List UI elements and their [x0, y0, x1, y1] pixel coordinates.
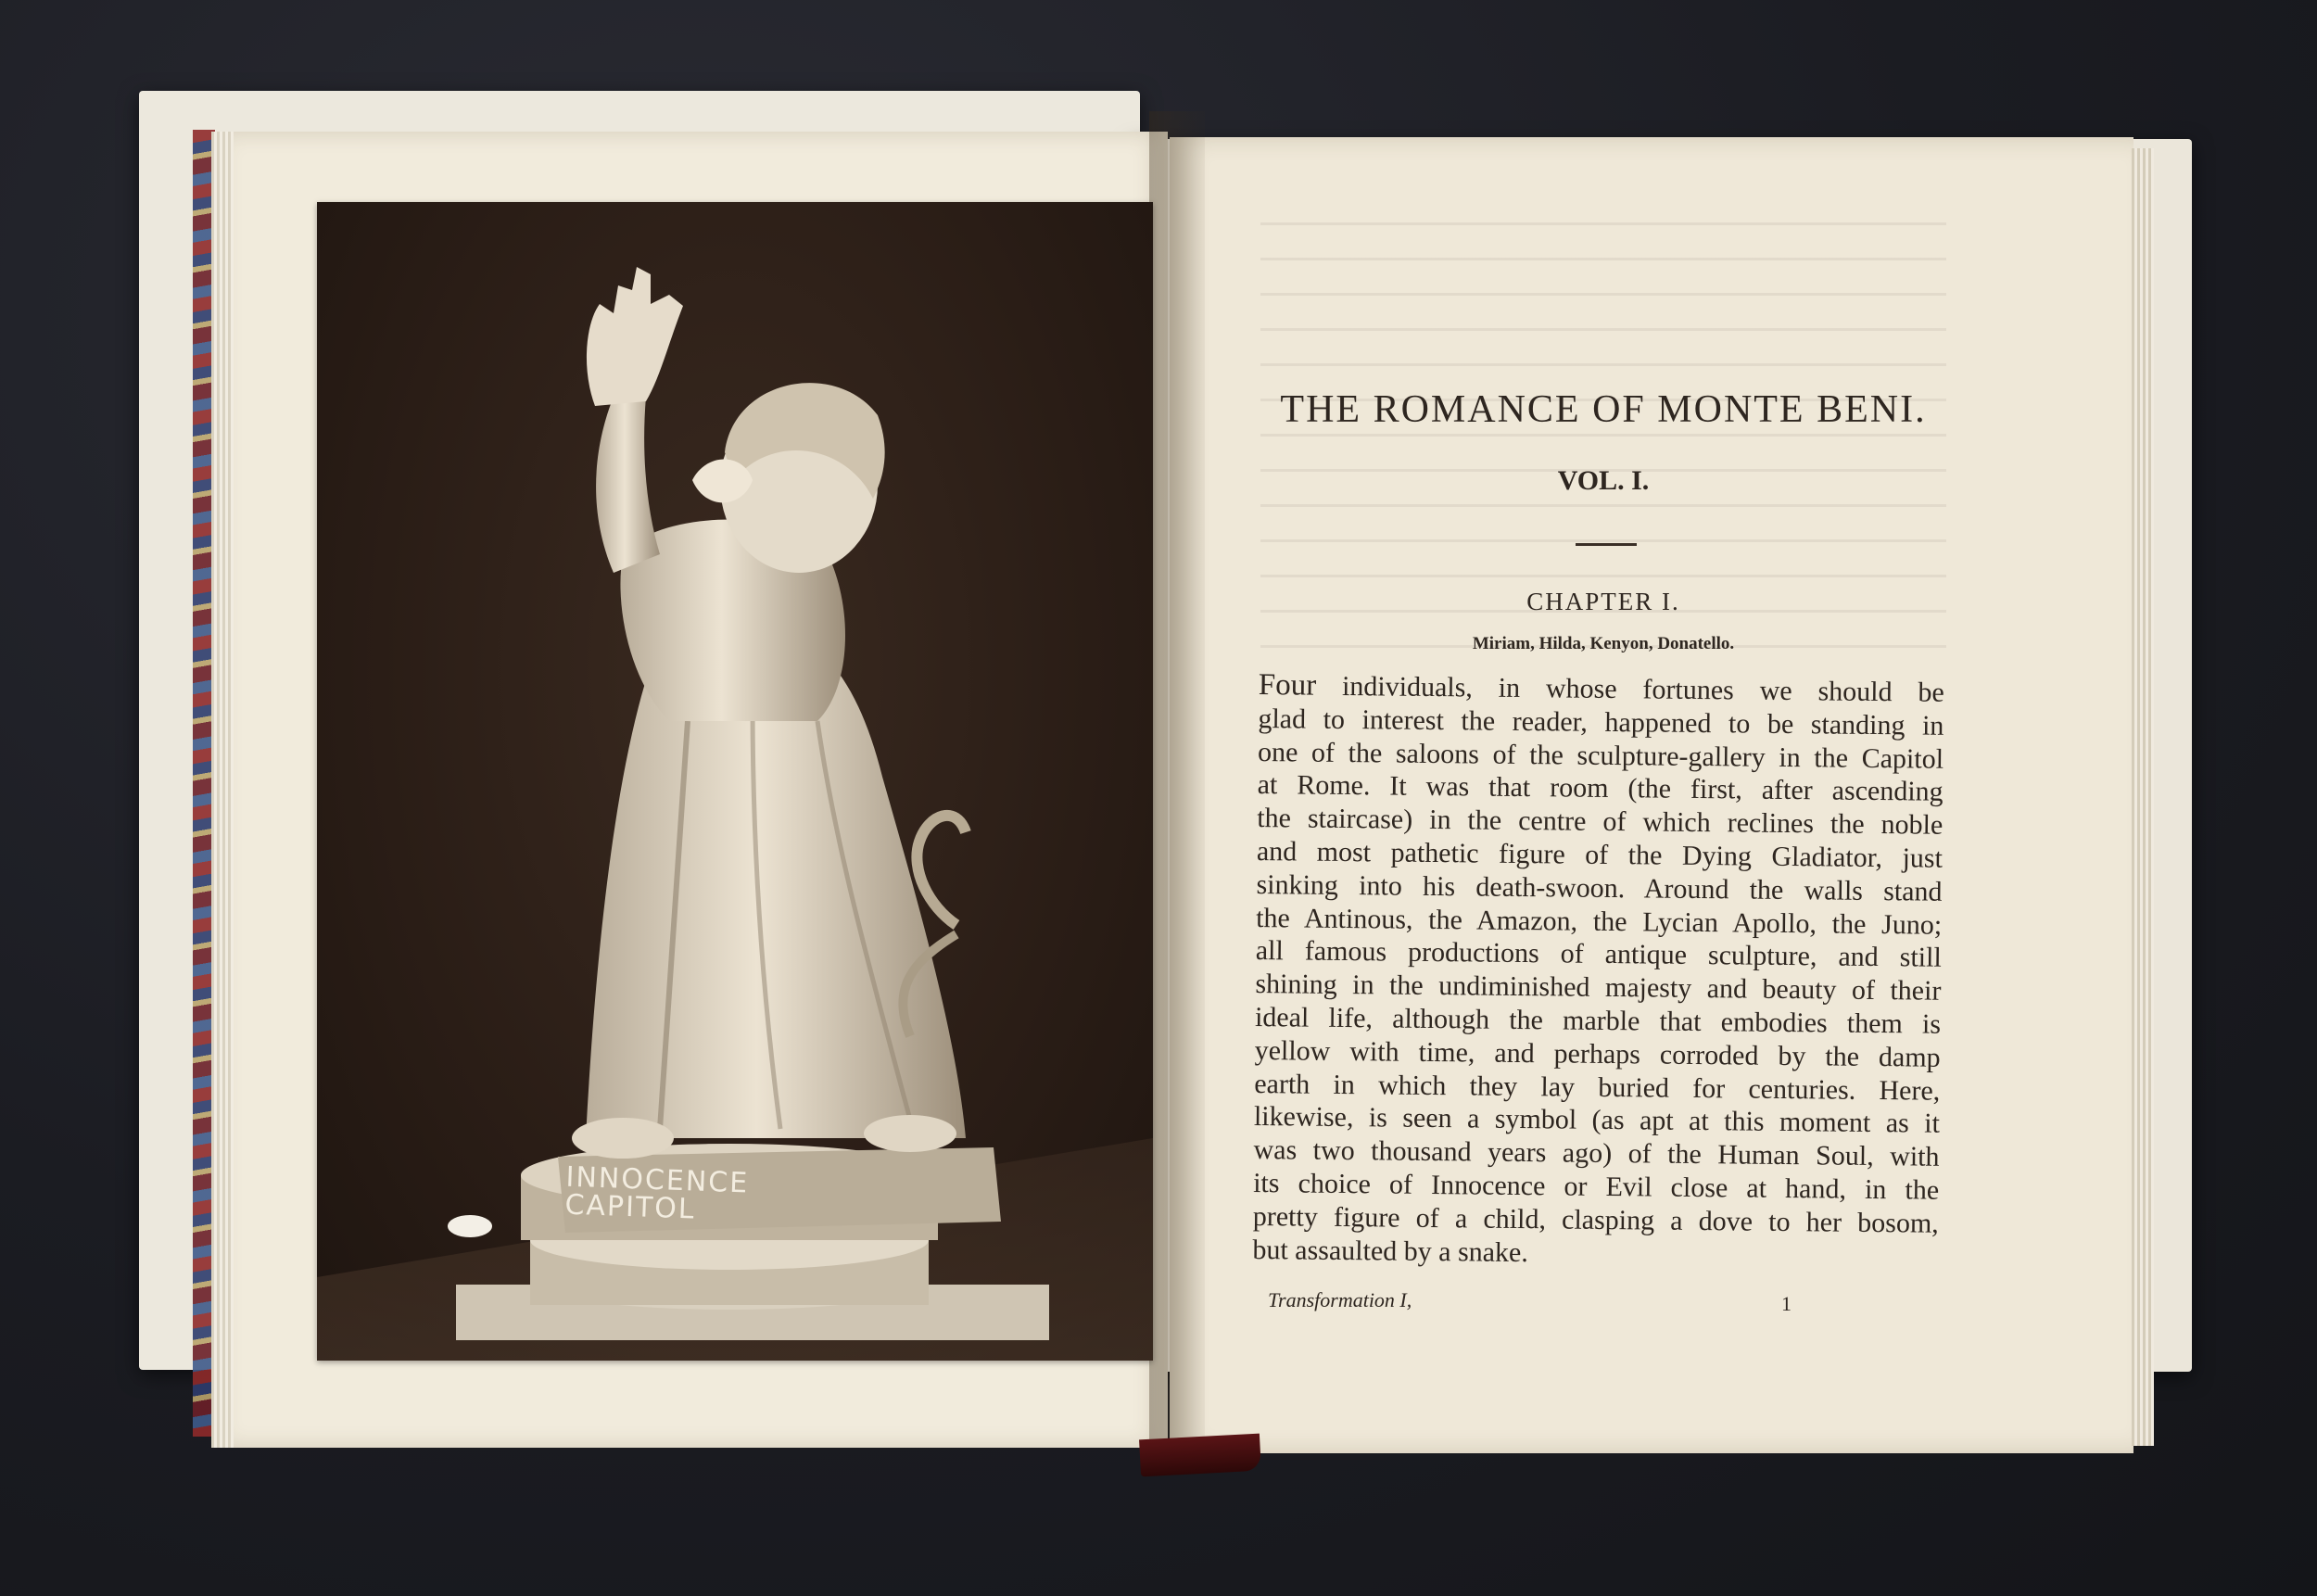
body-line: yellow with time, and perhaps corroded by the damp [1254, 1034, 1941, 1073]
body-line: all famous productions of antique sculpture, and still [1255, 935, 1942, 974]
body-line: but assaulted by a snake. [1252, 1234, 1529, 1268]
chapter-heading: CHAPTER I. [1526, 588, 1680, 615]
plinth-inscription [563, 1160, 798, 1228]
body-line: the Antinous, the Amazon, the Lycian Apollo, the Juno; [1256, 902, 1943, 941]
body-line-text: individuals, in whose fortunes we should be [1315, 670, 1944, 708]
title-rule [1576, 543, 1637, 546]
body-line: shining in the undiminished majesty and beauty of their [1255, 969, 1942, 1007]
body-line: one of the saloons of the sculpture-gallery in the Capitol [1257, 736, 1944, 775]
bookmark-ribbon [1139, 1434, 1261, 1477]
first-word: Four [1258, 668, 1317, 703]
body-line: earth in which they lay buried for centuries. Here, [1254, 1068, 1941, 1107]
signature-mark: Transformation I, [1268, 1288, 1412, 1311]
body-line: likewise, is seen a symbol (as apt at this moment as it [1253, 1101, 1941, 1140]
chapter-body-text [1252, 669, 1944, 1273]
spine-shadow [1149, 111, 1205, 1446]
statue-photograph [317, 202, 1153, 1361]
body-line: pretty figure of a child, clasping a dove to her bosom, [1252, 1200, 1939, 1239]
page-number: 1 [1781, 1292, 1792, 1315]
book-title: THE ROMANCE OF MONTE BENI. [1280, 388, 1927, 431]
body-line: was two thousand years ago) of the Human Soul, with [1253, 1134, 1940, 1172]
body-line: at Rome. It was that room (the first, after ascending [1257, 769, 1943, 808]
body-line: and most pathetic figure of the Dying Gladiator, just [1256, 835, 1943, 874]
body-line: ideal life, although the marble that embodies them is [1254, 1001, 1942, 1040]
body-line: glad to interest the reader, happened to be standing in [1258, 703, 1944, 741]
plinth-label-line-2: CAPITOL [563, 1188, 697, 1226]
volume-heading: VOL. I. [1557, 465, 1650, 496]
page-stack-right [2132, 148, 2154, 1446]
body-line: the staircase) in the centre of which reclines the noble [1257, 803, 1943, 841]
body-line: its choice of Innocence or Evil close at hand, in the [1253, 1167, 1940, 1206]
body-line: sinking into his death-swoon. Around the walls stand [1256, 868, 1943, 907]
chapter-subtitle: Miriam, Hilda, Kenyon, Donatello. [1472, 634, 1735, 653]
plinth-label-line-1: INNOCENCE [565, 1160, 750, 1200]
